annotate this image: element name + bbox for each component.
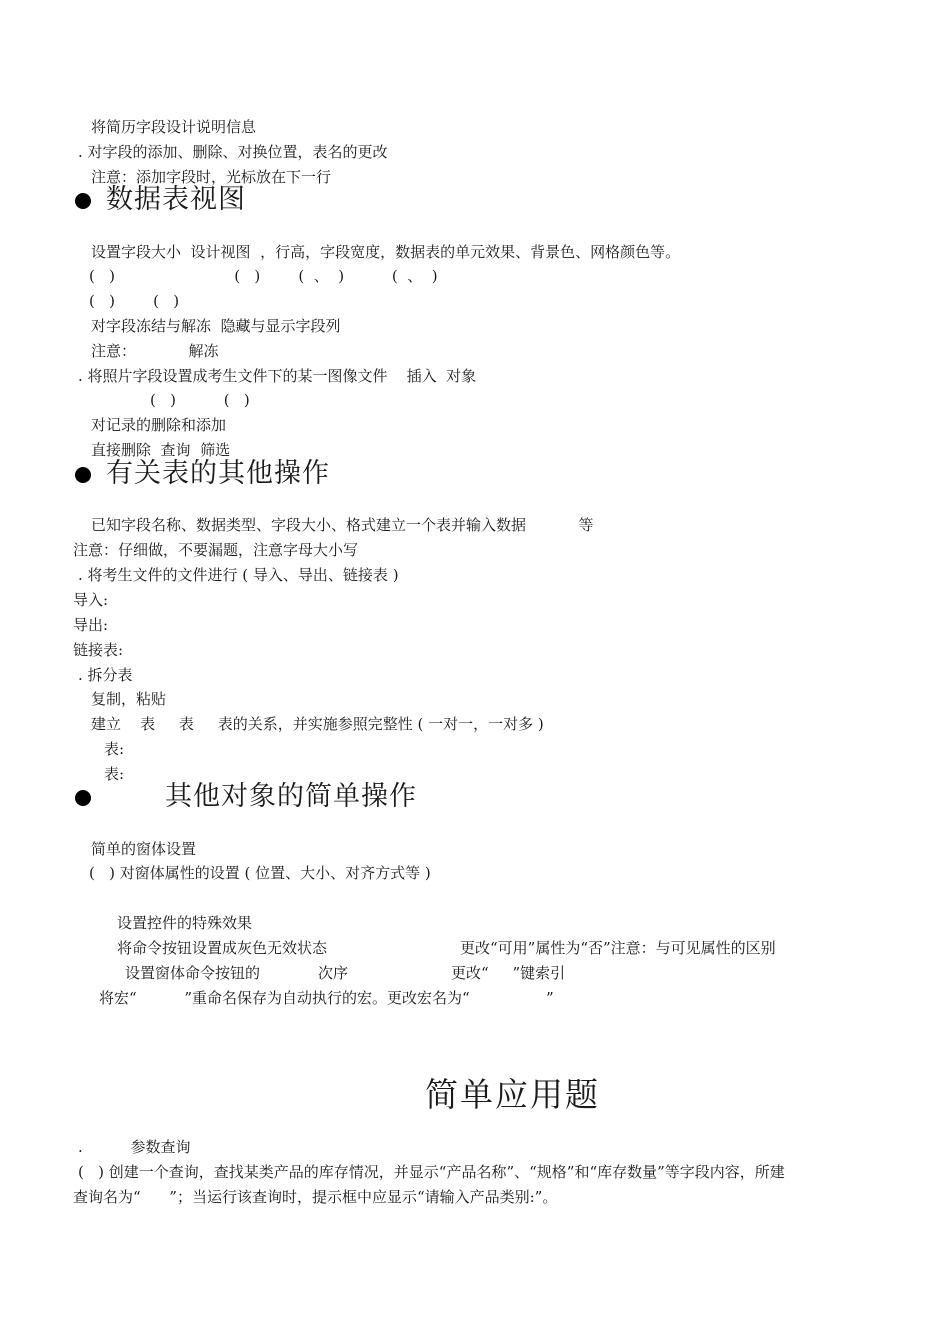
text-line: 复制，粘贴 xyxy=(91,690,167,708)
text-line: 对字段冻结与解冻 隐藏与显示字段列 xyxy=(91,317,341,335)
text-line: . 将照片字段设置成考生文件下的某一图像文件 插入 对象 xyxy=(78,367,477,385)
text-line: 已知字段名称、数据类型、字段大小、格式建立一个表并输入数据 等 xyxy=(91,516,594,534)
text-line: 注意：添加字段时，光标放在下一行 xyxy=(91,168,332,186)
section-heading: 其他对象的简单操作 xyxy=(165,781,417,812)
text-line: . 参数查询 xyxy=(78,1138,191,1156)
bullet-icon xyxy=(75,193,91,209)
text-line: 注意：仔细做，不要漏题，注意字母大小写 xyxy=(73,541,359,559)
text-line: . 将考生文件的文件进行 ( 导入、导出、链接表 ) xyxy=(78,566,399,584)
text-line: 注意： 解冻 xyxy=(91,342,219,360)
text-line: ( ) 对窗体属性的设置 ( 位置、大小、对齐方式等 ) xyxy=(89,864,431,882)
text-line: 表: xyxy=(104,740,125,758)
text-line: 查询名为“ ”；当运行该查询时，提示框中应显示“请输入产品类别:”。 xyxy=(73,1188,558,1206)
bullet-icon xyxy=(75,790,91,806)
text-line: 设置字段大小 设计视图 ，行高，字段宽度，数据表的单元效果、背景色、网格颜色等。 xyxy=(91,243,681,261)
text-line: ( ) ( ) ( 、 ) ( 、 ) xyxy=(89,267,438,285)
text-line: 更改“可用”属性为“否”注意：与可见属性的区别 xyxy=(460,939,776,957)
text-line: . 对字段的添加、删除、对换位置，表名的更改 xyxy=(78,143,388,161)
text-line: 简单的窗体设置 xyxy=(91,840,197,858)
text-line: 表: xyxy=(104,765,125,783)
section-heading: 有关表的其他操作 xyxy=(106,458,330,489)
text-line: 将简历字段设计说明信息 xyxy=(91,118,257,136)
text-line: 将宏“ ”重命名保存为自动执行的宏。更改宏名为“ ” xyxy=(99,989,554,1007)
text-line: 链接表: xyxy=(73,641,124,659)
text-line: 对记录的删除和添加 xyxy=(91,416,227,434)
text-line: 将命令按钮设置成灰色无效状态 xyxy=(117,939,328,957)
text-line: 次序 xyxy=(318,964,349,982)
text-line: 导入: xyxy=(73,591,109,609)
bullet-icon xyxy=(75,467,91,483)
section-heading: 数据表视图 xyxy=(106,184,246,215)
text-line: ( ) 创建一个查询，查找某类产品的库存情况，并显示“产品名称”、“规格”和“库存数量”等字段内容，所建 xyxy=(78,1163,785,1181)
text-line: 直接删除 查询 筛选 xyxy=(91,441,231,459)
text-line: . 拆分表 xyxy=(78,666,133,684)
text-line: 设置窗体命令按钮的 xyxy=(125,964,261,982)
text-line: 导出: xyxy=(73,616,109,634)
text-line: ( ) ( ) xyxy=(150,391,250,409)
text-line: 设置控件的特殊效果 xyxy=(117,914,253,932)
text-line: 更改“ ”键索引 xyxy=(451,964,566,982)
page-title: 简单应用题 xyxy=(425,1075,600,1114)
text-line: 建立 表 表 表的关系，并实施参照完整性 ( 一对一，一对多 ) xyxy=(91,715,544,733)
text-line: ( ) ( ) xyxy=(89,292,180,310)
